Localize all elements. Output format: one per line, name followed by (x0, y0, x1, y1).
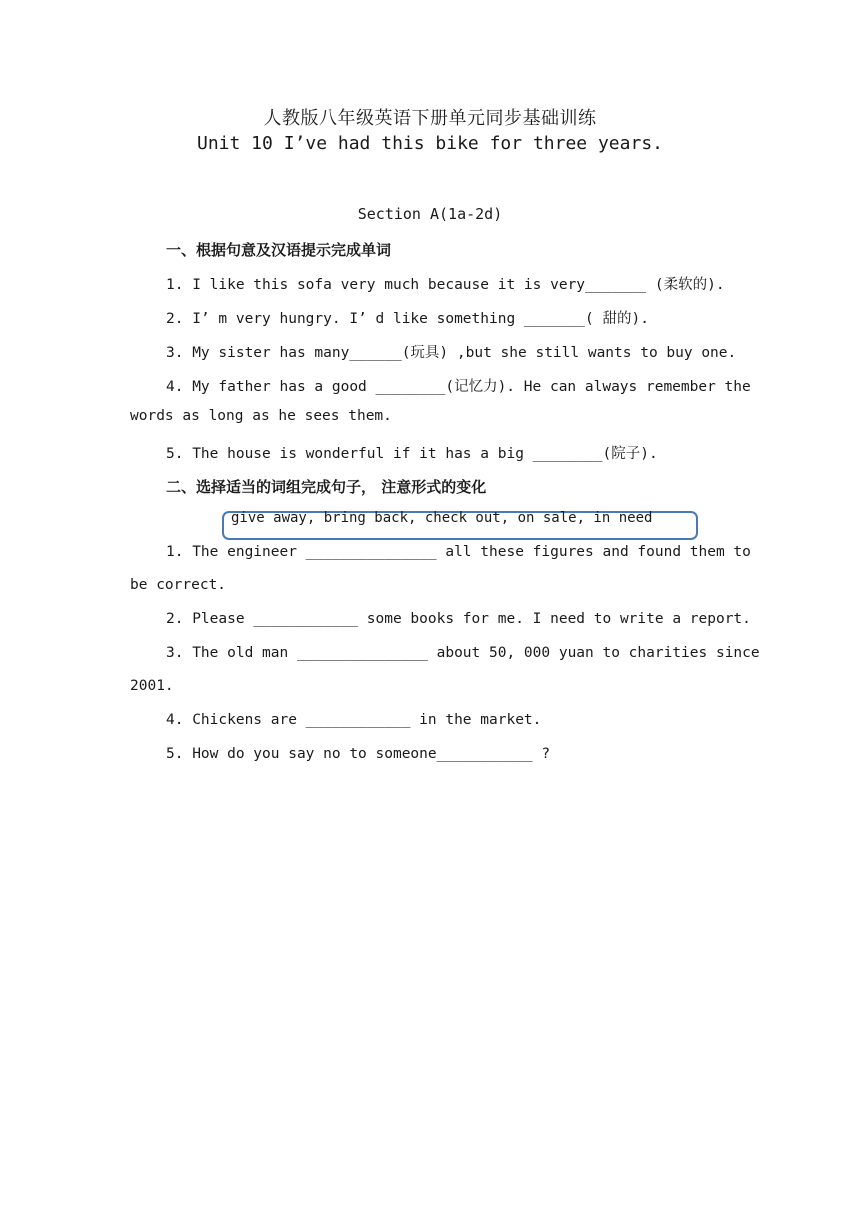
part2-question-1-line2: be correct. (130, 577, 227, 593)
part1-question-4-line2: words as long as he sees them. (130, 408, 392, 424)
part1-question-1: 1. I like this sofa very much because it is very_______ (柔软的). (166, 277, 725, 293)
unit-title: Unit 10 I’ve had this bike for three years. (197, 133, 663, 154)
part1-question-2: 2. I’ m very hungry. I’ d like something _______( 甜的). (166, 311, 649, 327)
part2-question-2: 2. Please ____________ some books for me. I need to write a report. (166, 611, 751, 627)
part2-question-5: 5. How do you say no to someone___________ ? (166, 746, 551, 762)
part1-heading: 一、根据句意及汉语提示完成单词 (166, 241, 392, 259)
part2-question-4: 4. Chickens are ____________ in the market. (166, 712, 542, 728)
worksheet-title-chinese: 人教版八年级英语下册单元同步基础训练 (263, 108, 597, 129)
part2-question-3-line1: 3. The old man _______________ about 50, 000 yuan to charities since (166, 645, 760, 661)
part1-question-3: 3. My sister has many______(玩具) ,but she still wants to buy one. (166, 345, 737, 361)
word-bank-text: give away, bring back, check out, on sale, in need (231, 510, 653, 526)
part1-question-5: 5. The house is wonderful if it has a big ________(院子). (166, 446, 658, 462)
section-label: Section A(1a-2d) (357, 205, 503, 223)
part2-question-1-line1: 1. The engineer _______________ all these figures and found them to (166, 544, 751, 560)
part2-heading: 二、选择适当的词组完成句子， 注意形式的变化 (166, 478, 487, 496)
part1-question-4-line1: 4. My father has a good ________(记忆力). He can always remember the (166, 379, 751, 395)
part2-question-3-line2: 2001. (130, 678, 174, 694)
